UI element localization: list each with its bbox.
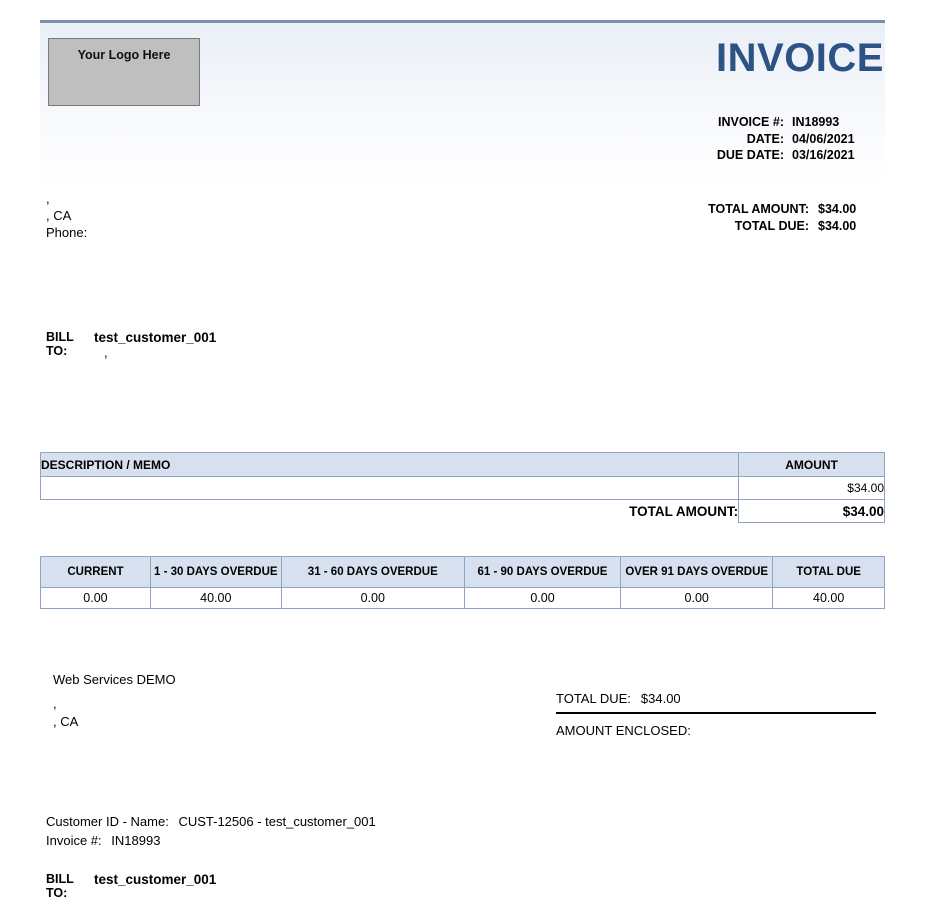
- bill-to-label-line2: TO:: [46, 344, 68, 358]
- remit-to-line1: ,: [53, 696, 57, 711]
- bill-to-block-bottom: [46, 872, 216, 900]
- stub-amount-enclosed-label: AMOUNT ENCLOSED:: [556, 723, 691, 738]
- invoice-meta: [717, 114, 884, 164]
- bill-to-bottom-customer-name: test_customer_001: [94, 872, 217, 887]
- header-total-amount-value: $34.00: [818, 202, 857, 216]
- aging-value-61-90: 0.00: [464, 588, 620, 609]
- aging-header-61-90: 61 - 90 DAYS OVERDUE: [464, 557, 620, 588]
- invoice-due-date-row: [717, 147, 884, 164]
- sender-address-line2: , CA: [46, 208, 72, 223]
- invoice-number-label: INVOICE #:: [718, 115, 784, 129]
- aging-summary-table: [40, 556, 885, 609]
- bottom-invoice-number-label: Invoice #:: [46, 833, 102, 848]
- aging-value-current: 0.00: [41, 588, 151, 609]
- sender-address-block: [46, 190, 87, 241]
- bill-to-customer-address: ,: [104, 345, 108, 360]
- aging-values-row: [41, 588, 885, 609]
- bill-to-bottom-label-line1: BILL: [46, 872, 74, 886]
- bill-to-bottom-label: [46, 872, 94, 900]
- bill-to-block: [46, 330, 216, 360]
- aging-header-row: [41, 557, 885, 588]
- header-total-amount-row: [708, 201, 884, 218]
- aging-header-total-due: TOTAL DUE: [773, 557, 885, 588]
- bottom-customer-info: [46, 812, 376, 850]
- stub-total-due-row: [556, 691, 876, 706]
- line-item-amount: $34.00: [739, 477, 885, 500]
- remit-to-line2: , CA: [53, 714, 79, 729]
- bottom-customer-id-label: Customer ID - Name:: [46, 814, 169, 829]
- line-items-header-amount: AMOUNT: [739, 453, 885, 477]
- logo-placeholder-label: Your Logo Here: [77, 48, 171, 62]
- bottom-customer-id-row: [46, 812, 376, 831]
- stub-total-due-label: TOTAL DUE:: [556, 691, 631, 706]
- invoice-date-value: 04/06/2021: [792, 131, 855, 146]
- aging-value-1-30: 40.00: [150, 588, 281, 609]
- remit-to-company: Web Services DEMO: [53, 672, 176, 687]
- line-items-total-value: $34.00: [739, 500, 885, 523]
- line-items-total-label: TOTAL AMOUNT:: [629, 503, 739, 519]
- aging-header-over-91: OVER 91 DAYS OVERDUE: [621, 557, 773, 588]
- bill-to-details: [94, 330, 216, 360]
- bill-to-customer-name: test_customer_001: [94, 330, 217, 345]
- aging-header-31-60: 31 - 60 DAYS OVERDUE: [281, 557, 464, 588]
- aging-value-over-91: 0.00: [621, 588, 773, 609]
- invoice-date-label: DATE:: [746, 131, 784, 146]
- line-items-table: [40, 452, 885, 523]
- header-total-due-row: [708, 218, 884, 235]
- aging-header-current: CURRENT: [41, 557, 151, 588]
- invoice-due-date-value: 03/16/2021: [792, 148, 855, 162]
- header-total-amount-label: TOTAL AMOUNT:: [708, 202, 809, 216]
- page-title: INVOICE: [716, 36, 884, 80]
- invoice-due-date-label: DUE DATE:: [716, 148, 784, 162]
- header-total-due-label: TOTAL DUE:: [734, 219, 809, 233]
- aging-value-31-60: 0.00: [281, 588, 464, 609]
- bill-to-label-line1: BILL: [46, 330, 74, 344]
- bill-to-label: [46, 330, 94, 360]
- header-total-due-value: $34.00: [818, 219, 857, 233]
- line-items-total-row: [41, 500, 885, 523]
- stub-divider: [556, 712, 876, 714]
- header-totals-summary: [708, 201, 884, 235]
- line-items-header-row: [41, 453, 885, 477]
- bill-to-bottom-label-line2: TO:: [46, 886, 68, 900]
- aging-header-1-30: 1 - 30 DAYS OVERDUE: [150, 557, 281, 588]
- table-row: [41, 477, 885, 500]
- sender-address-line1: ,: [46, 191, 50, 206]
- bottom-customer-id-value: CUST-12506 - test_customer_001: [178, 814, 376, 829]
- aging-value-total-due: 40.00: [773, 588, 885, 609]
- invoice-number-row: [717, 114, 884, 131]
- header-top-rule: [40, 20, 885, 23]
- bill-to-bottom-details: [94, 872, 216, 900]
- sender-phone: Phone:: [46, 225, 88, 240]
- stub-total-due-value: $34.00: [640, 691, 681, 706]
- line-items-header-description: DESCRIPTION / MEMO: [41, 453, 739, 477]
- invoice-number-value: IN18993: [792, 115, 840, 129]
- logo-placeholder: [48, 38, 200, 106]
- line-item-description: [41, 477, 739, 500]
- invoice-date-row: [717, 131, 884, 148]
- remit-to-block: [53, 671, 176, 731]
- bottom-invoice-number-row: [46, 831, 376, 850]
- payment-stub: [556, 691, 876, 738]
- bottom-invoice-number-value: IN18993: [111, 833, 161, 848]
